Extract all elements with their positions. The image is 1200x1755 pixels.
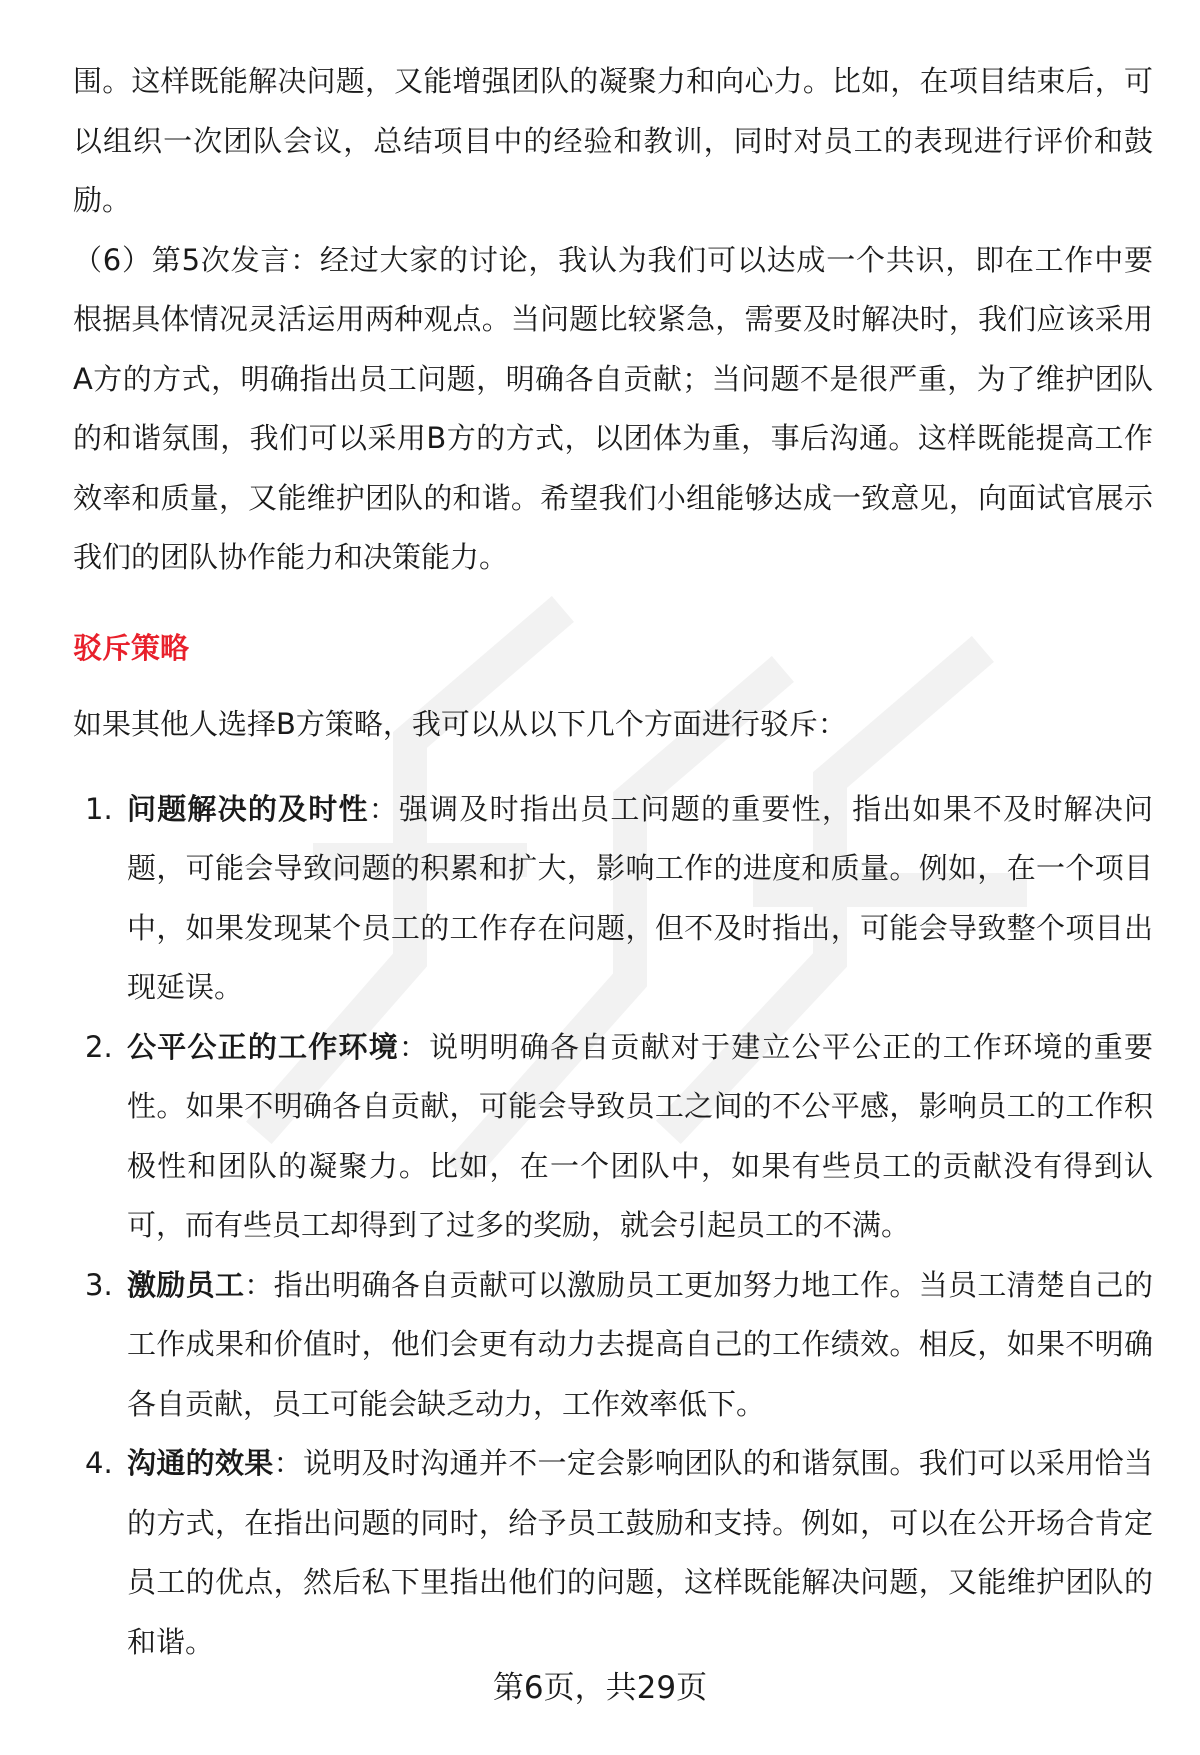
list-term: 问题解决的及时性 [127, 791, 369, 826]
list-item [73, 780, 1153, 1018]
list-item [73, 1256, 1153, 1435]
continuation-paragraph: 围。这样既能解决问题，又能增强团队的凝聚力和向心力。比如，在项目结束后，可以组织一次团队会议，总结项目中的经验和教训，同时对员工的表现进行评价和鼓励。 [73, 64, 1153, 217]
list-number: 3. [85, 1267, 113, 1302]
list-number: 1. [85, 791, 113, 826]
speech-paragraph: （6）第5次发言：经过大家的讨论，我认为我们可以达成一个共识，即在工作中要根据具体情况灵活运用两种观点。当问题比较紧急，需要及时解决时，我们应该采用A方的方式，明确指出员工问题，明确各自贡献；当问题不是很严重，为了维护团队的和谐氛围，我们可以采用B方的方式，以团体为重，事后沟通。这样既能提高工作效率和质量，又能维护团队的和谐。希望我们小组能够达成一致意见，向面试官展示我们的团队协作能力和决策能力。 [73, 242, 1153, 574]
list-number: 4. [85, 1446, 113, 1480]
rebuttal-list [73, 780, 1153, 1673]
section-heading: 驳斥策略 [73, 630, 190, 665]
intro-text: 如果其他人选择B方策略，我可以从以下几个方面进行驳斥： [73, 706, 847, 741]
list-item [73, 1018, 1153, 1256]
list-text: ：说明及时沟通并不一定会影响团队的和谐氛围。我们可以采用恰当的方式，在指出问题的同时，给予员工鼓励和支持。例如，可以在公开场合肯定员工的优点，然后私下里指出他们的问题，这样既能解决问题，又能维护团队的和谐。 [127, 1446, 1153, 1659]
list-item [73, 1434, 1153, 1672]
list-term: 沟通的效果 [127, 1446, 274, 1480]
list-text: ：指出明确各自贡献可以激励员工更加努力地工作。当员工清楚自己的工作成果和价值时，他们会更有动力去提高自己的工作绩效。相反，如果不明确各自贡献，员工可能会缺乏动力，工作效率低下。 [127, 1267, 1153, 1421]
list-term: 激励员工 [127, 1267, 245, 1302]
page-footer: 第6页，共29页 [492, 1670, 708, 1706]
list-text: ：强调及时指出员工问题的重要性，指出如果不及时解决问题，可能会导致问题的积累和扩大，影响工作的进度和质量。例如，在一个项目中，如果发现某个员工的工作存在问题，但不及时指出，可能会导致整个项目出现延误。 [127, 791, 1153, 1004]
list-number: 2. [85, 1029, 113, 1064]
list-term: 公平公正的工作环境 [127, 1029, 399, 1064]
list-text: ：说明明确各自贡献对于建立公平公正的工作环境的重要性。如果不明确各自贡献，可能会导致员工之间的不公平感，影响员工的工作积极性和团队的凝聚力。比如，在一个团队中，如果有些员工的贡献没有得到认可，而有些员工却得到了过多的奖励，就会引起员工的不满。 [127, 1029, 1153, 1242]
document-page [73, 52, 1153, 1672]
